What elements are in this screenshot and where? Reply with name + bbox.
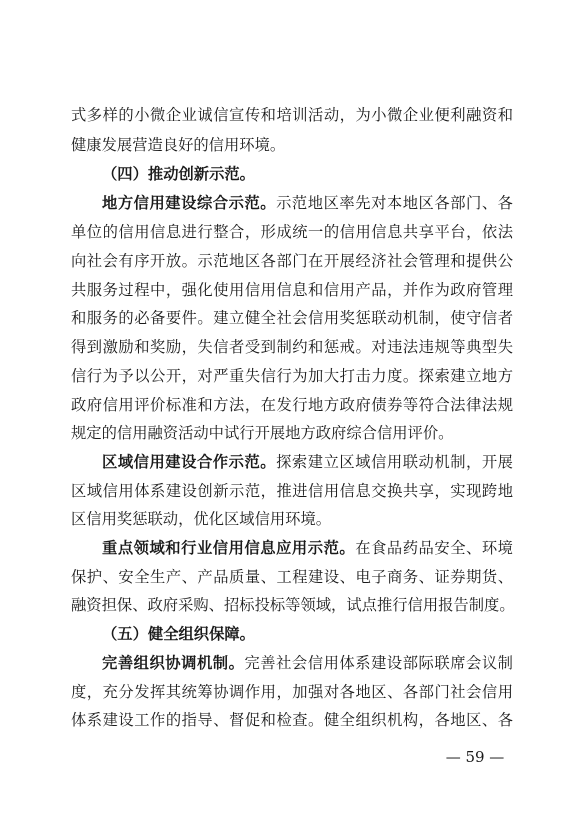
body-line: 共服务过程中，强化使用信用信息和信用产品，并作为政府管理 bbox=[71, 281, 513, 299]
body-line: 区信用奖惩联动，优化区域信用环境。 bbox=[71, 510, 332, 528]
body-line: 政府信用评价标准和方法，在发行地方政府债券等符合法律法规 bbox=[71, 396, 513, 414]
paragraph-first-line bbox=[102, 649, 513, 677]
body-line: 信行为予以公开，对严重失信行为加大打击力度。探索建立地方 bbox=[71, 367, 513, 385]
body-line: 单位的信用信息进行整合，形成统一的信用信息共享平台，依法 bbox=[71, 223, 513, 241]
page-number: — 59 — bbox=[445, 748, 505, 766]
paragraph-text: 完善社会信用体系建设部际联席会议制 bbox=[244, 654, 513, 672]
paragraph-first-line bbox=[102, 189, 513, 217]
body-line: 和服务的必备要件。建立健全社会信用奖惩联动机制，使守信者 bbox=[71, 309, 513, 327]
paragraph-lead: 地方信用建设综合示范。 bbox=[102, 194, 277, 212]
paragraph-first-line bbox=[102, 534, 513, 562]
body-line: 向社会有序开放。示范地区各部门在开展经济社会管理和提供公 bbox=[71, 252, 513, 270]
body-line: 健康发展营造良好的信用环境。 bbox=[71, 136, 286, 154]
body-line: 区域信用体系建设创新示范，推进信用信息交换共享，实现跨地 bbox=[71, 482, 513, 500]
paragraph-text: 探索建立区域信用联动机制，开展 bbox=[276, 453, 513, 471]
body-line: 体系建设工作的指导、督促和检查。健全组织机构，各地区、各 bbox=[71, 711, 513, 729]
body-line: 保护、安全生产、产品质量、工程建设、电子商务、证券期货、 bbox=[71, 568, 513, 586]
paragraph-lead: 区域信用建设合作示范。 bbox=[102, 453, 277, 471]
paragraph-first-line bbox=[102, 448, 513, 476]
paragraph-lead: 重点领域和行业信用信息应用示范。 bbox=[102, 539, 356, 557]
body-line: 度，充分发挥其统筹协调作用，加强对各地区、各部门社会信用 bbox=[71, 683, 513, 701]
paragraph-text: 在食品药品安全、环境 bbox=[355, 539, 513, 557]
body-line: 得到激励和奖励，失信者受到制约和惩戒。对违法违规等典型失 bbox=[71, 338, 513, 356]
body-line: 式多样的小微企业诚信宣传和培训活动，为小微企业便利融资和 bbox=[71, 106, 513, 124]
section-heading-5: （五）健全组织保障。 bbox=[102, 625, 255, 643]
body-line: 融资担保、政府采购、招标投标等领域，试点推行信用报告制度。 bbox=[71, 596, 515, 614]
paragraph-text: 示范地区率先对本地区各部门、各 bbox=[276, 194, 513, 212]
body-line: 规定的信用融资活动中试行开展地方政府综合信用评价。 bbox=[71, 424, 454, 442]
section-heading-4: （四）推动创新示范。 bbox=[102, 165, 255, 183]
paragraph-lead: 完善组织协调机制。 bbox=[102, 654, 245, 672]
